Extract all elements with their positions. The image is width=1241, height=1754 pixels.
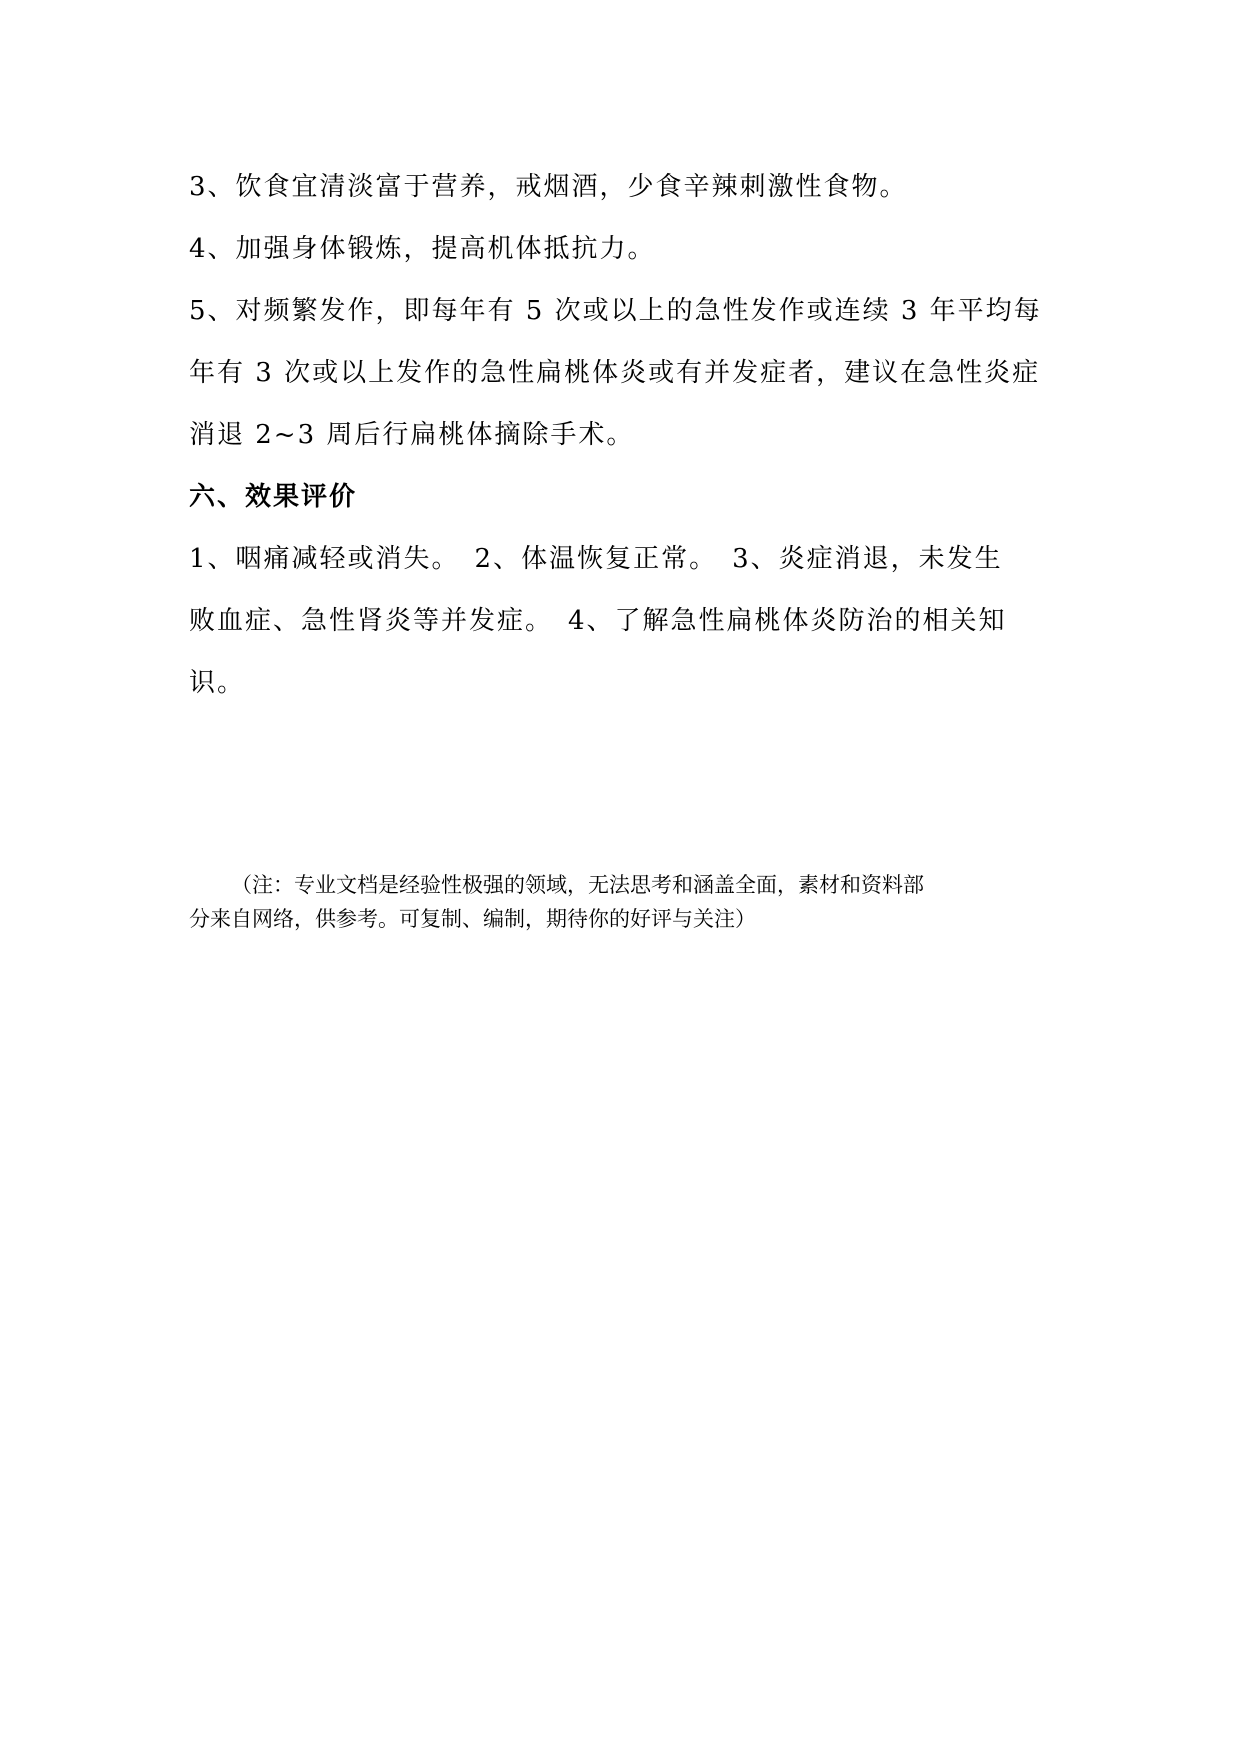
section-heading: 六、效果评价	[189, 482, 358, 512]
evaluation-line-2: 败血症、急性肾炎等并发症。 4、了解急性扁桃体炎防治的相关知	[189, 606, 1007, 636]
disclaimer-note	[189, 868, 1059, 936]
note-line-1: （注：专业文档是经验性极强的领域，无法思考和涵盖全面，素材和资料部	[231, 873, 924, 897]
list-item-surgery-line-2: 年有 3 次或以上发作的急性扁桃体炎或有并发症者，建议在急性炎症	[189, 358, 1041, 388]
note-line-2: 分来自网络，供参考。可复制、编制，期待你的好评与关注）	[189, 907, 756, 931]
list-item-exercise: 4、加强身体锻炼，提高机体抵抗力。	[189, 234, 656, 264]
evaluation-line-1: 1、咽痛减轻或消失。 2、体温恢复正常。 3、炎症消退，未发生	[189, 544, 1003, 574]
list-item-surgery-line-3: 消退 2~3 周后行扁桃体摘除手术。	[189, 420, 635, 450]
list-item-surgery-line-1: 5、对频繁发作，即每年有 5 次或以上的急性发作或连续 3 年平均每	[189, 296, 1042, 326]
document-body	[189, 156, 1059, 714]
list-item-diet: 3、饮食宜清淡富于营养，戒烟酒，少食辛辣刺激性食物。	[189, 172, 908, 202]
evaluation-line-3: 识。	[189, 668, 246, 698]
